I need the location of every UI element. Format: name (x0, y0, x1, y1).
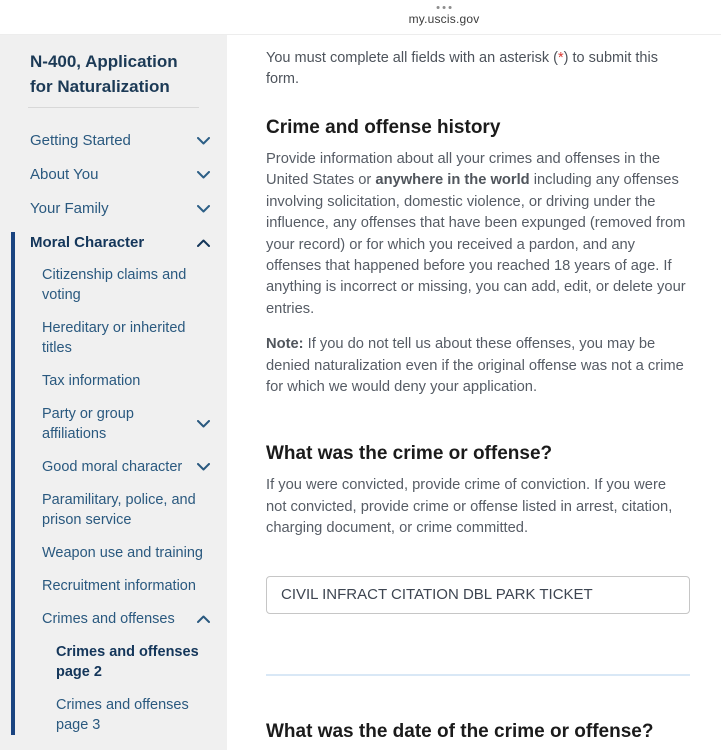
sidebar-item-party-affiliations[interactable] (42, 404, 210, 444)
sidebar-item-weapon-use[interactable] (42, 543, 210, 563)
sidebar-item-label: Weapon use and training (42, 545, 203, 561)
required-note-text: You must complete all fields with an asterisk ( (266, 50, 559, 66)
address-bar[interactable] (409, 6, 480, 26)
form-sections-sidebar (0, 35, 227, 750)
sidebar-item-label: Crimes and offenses (42, 611, 175, 627)
sidebar-item-label: Moral Character (30, 234, 145, 251)
chevron-down-icon (197, 457, 210, 477)
sidebar-item-getting-started[interactable] (30, 130, 210, 151)
ellipsis-icon (437, 6, 452, 9)
sidebar-item-tax-information[interactable] (42, 371, 210, 391)
section-heading: Crime and offense history (266, 117, 501, 138)
question-date-heading: What was the date of the crime or offense? (266, 720, 654, 742)
sidebar-item-crimes-offenses-page-3[interactable] (56, 695, 210, 735)
chevron-up-icon (197, 232, 210, 253)
sidebar-item-label: Hereditary or inherited titles (42, 320, 186, 356)
note-text: If you do not tell us about these offenses, you may be denied naturalization even if the original offense was not a crime for which we would deny your application. (266, 336, 684, 396)
chevron-down-icon (197, 137, 210, 145)
section-intro (266, 149, 690, 320)
sidebar-item-citizenship-claims[interactable] (42, 265, 210, 305)
sidebar-item-your-family[interactable] (30, 198, 210, 219)
sidebar-item-good-moral-character[interactable] (42, 457, 210, 477)
sidebar-item-about-you[interactable] (30, 164, 210, 185)
sidebar-item-label: Tax information (42, 373, 141, 389)
sidebar-item-label: About You (30, 166, 99, 183)
intro-bold-text: anywhere in the world (375, 172, 530, 189)
question-crime-help: If you were convicted, provide crime of conviction. If you were not convicted, provide crime or offense listed in arrest, citation, charging document, or crime committed. (266, 477, 673, 537)
asterisk: * (558, 50, 564, 66)
sidebar-item-label: Crimes and offenses page 3 (56, 697, 189, 733)
chevron-up-icon (197, 609, 210, 629)
required-note-text: ) to submit this form. (266, 50, 658, 87)
required-fields-note (266, 48, 690, 90)
sidebar-item-paramilitary-service[interactable] (42, 490, 210, 530)
sidebar-item-hereditary-titles[interactable] (42, 318, 210, 358)
sidebar-item-label: Crimes and offenses page 2 (56, 644, 199, 680)
chevron-down-icon (197, 205, 210, 213)
question-crime-heading: What was the crime or offense? (266, 443, 553, 465)
chevron-down-icon (197, 171, 210, 179)
sidebar-item-label: Citizenship claims and voting (42, 267, 187, 303)
sidebar-section-moral-character (11, 232, 227, 735)
section-note (266, 334, 690, 398)
section-divider (266, 674, 690, 676)
sidebar-item-crimes-and-offenses[interactable] (42, 609, 210, 629)
sidebar-item-label: Good moral character (42, 459, 183, 475)
sidebar-item-moral-character[interactable] (30, 232, 210, 253)
intro-text: Provide information about all your crimes and offenses in the United States or (266, 151, 661, 189)
sidebar-item-label: Your Family (30, 200, 109, 217)
browser-chrome (0, 0, 721, 35)
note-label: Note: (266, 336, 304, 353)
sidebar-item-label: Getting Started (30, 132, 131, 149)
chevron-down-icon (197, 414, 210, 434)
sidebar-item-crimes-offenses-page-2[interactable] (56, 642, 210, 682)
sidebar-item-recruitment-information[interactable] (42, 576, 210, 596)
form-title: N-400, Application for Naturalization (30, 52, 178, 96)
sidebar-item-label: Recruitment information (42, 578, 196, 594)
url-text: my.uscis.gov (408, 12, 480, 26)
crime-or-offense-input[interactable] (266, 576, 690, 614)
sidebar-item-label: Party or group affiliations (42, 406, 134, 442)
intro-text: including any offenses involving solicitation, domestic violence, or driving under the influence, any offenses that have been expunged (removed from your record) or for which you received a pardon, and any offenses that happened before you reached 18 years of age. If anything is incorrect or missing, you can add, edit, or delete your entries. (266, 172, 686, 317)
form-content (227, 35, 721, 750)
sidebar-item-label: Paramilitary, police, and prison service (42, 492, 196, 528)
